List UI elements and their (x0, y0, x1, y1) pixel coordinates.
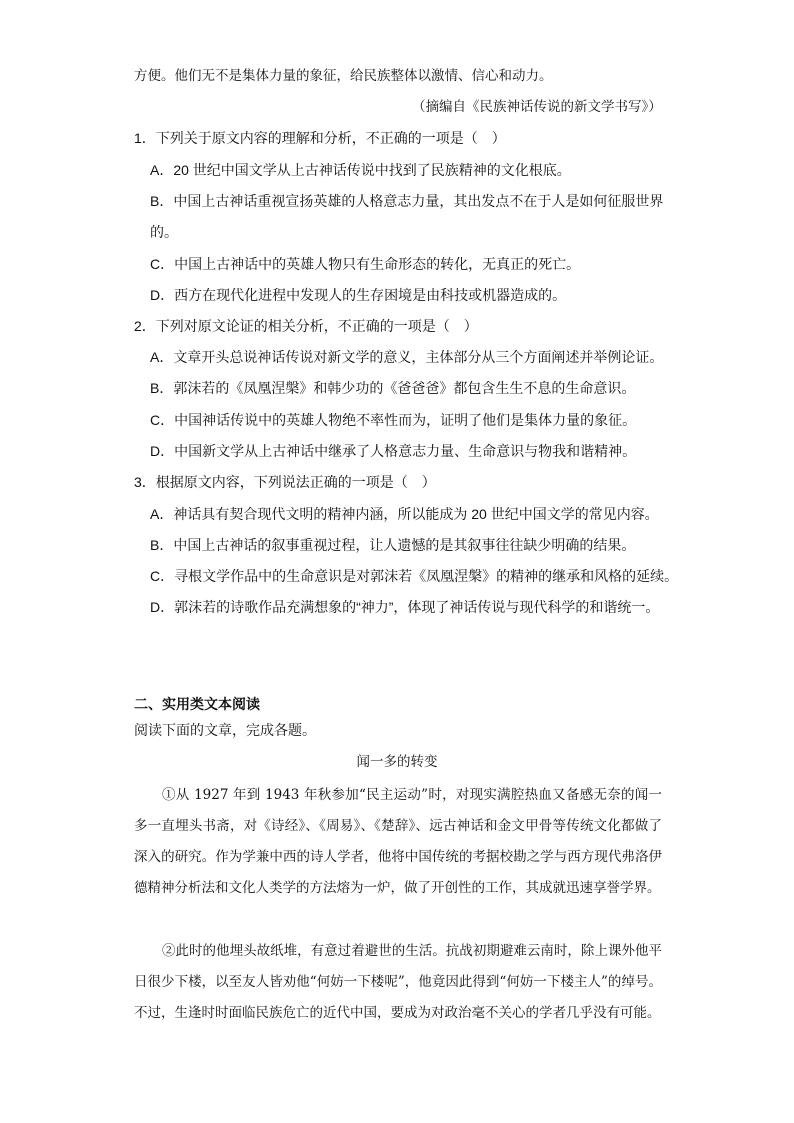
question-1-option-c: C．中国上古神话中的英雄人物只有生命形态的转化，无真正的死亡。 (150, 256, 581, 272)
question-3-option-c: C．寻根文学作品中的生命意识是对郭沫若《凤凰涅槃》的精神的继承和风格的延续。 (150, 568, 679, 584)
question-1-stem: 1．下列关于原文内容的理解和分析，不正确的一项是（ ） (134, 130, 506, 146)
question-2-stem: 2．下列对原文论证的相关分析，不正确的一项是（ ） (134, 318, 478, 334)
question-3-option-b: B．中国上古神话的叙事重视过程，让人遗憾的是其叙事往往缺少明确的结果。 (150, 537, 636, 553)
section-heading: 二、实用类文本阅读 (134, 696, 260, 712)
question-2-option-b: B．郭沫若的《凤凰涅槃》和韩少功的《爸爸爸》都包含生生不息的生命意识。 (150, 380, 636, 396)
question-1-option-b: B．中国上古神话重视宣扬英雄的人格意志力量，其出发点不在于人是如何征服世界 (150, 193, 664, 209)
source-citation: （摘编自《民族神话传说的新文学书写》） (412, 99, 662, 115)
question-1-option-b-cont: 的。 (150, 224, 178, 240)
question-1-option-d: D．西方在现代化进程中发现人的生存困境是由科技或机器造成的。 (150, 287, 567, 303)
question-3-option-d: D．郭沫若的诗歌作品充满想象的“神力”，体现了神话传说与现代科学的和谐统一。 (150, 599, 660, 615)
question-3-option-a: A．神话具有契合现代文明的精神内涵，所以能成为 20 世纪中国文学的常见内容。 (150, 506, 659, 522)
intro-tail-line: 方便。他们无不是集体力量的象征，给民族整体以激情、信心和动力。 (134, 68, 553, 84)
article-paragraph-2: ②此时的他埋头故纸堆，有意过着避世的生活。抗战初期避难云南时，除上课外他平日很少下楼，以至友人皆劝他“何妨一下楼呢”，他竟因此得到“何妨一下楼主人”的绰号。不过，生逢时时面临民族危亡的近代中国，要成为对政治毫不关心的学者几乎没有可能。 (134, 943, 662, 1021)
question-2-option-c: C．中国神话传说中的英雄人物绝不率性而为，证明了他们是集体力量的象征。 (150, 412, 637, 428)
question-2-option-a: A．文章开头总说神话传说对新文学的意义，主体部分从三个方面阐述并举例论证。 (150, 349, 664, 365)
question-2-option-d: D．中国新文学从上古神话中继承了人格意志力量、生命意识与物我和谐精神。 (150, 443, 637, 459)
question-1-option-a: A．20 世纪中国文学从上古神话传说中找到了民族精神的文化根底。 (150, 162, 571, 178)
section-instruction: 阅读下面的文章，完成各题。 (134, 722, 316, 738)
question-3-stem: 3．根据原文内容，下列说法正确的一项是（ ） (134, 474, 436, 490)
article-paragraph-1: ①从 1927 年到 1943 年秋参加“民主运动”时，对现实满腔热血又备感无奈的闻一多一直埋头书斋，对《诗经》、《周易》、《楚辞》、远古神话和金文甲骨等传统文化都做了深入的研究。作为学兼中西的诗人学者，他将中国传统的考据校勘之学与西方现代弗洛伊德精神分析法和文化人类学的方法熔为一炉，做了开创性的工作，其成就迅速享誉学界。 (134, 787, 662, 896)
article-title: 闻一多的转变 (356, 754, 438, 770)
